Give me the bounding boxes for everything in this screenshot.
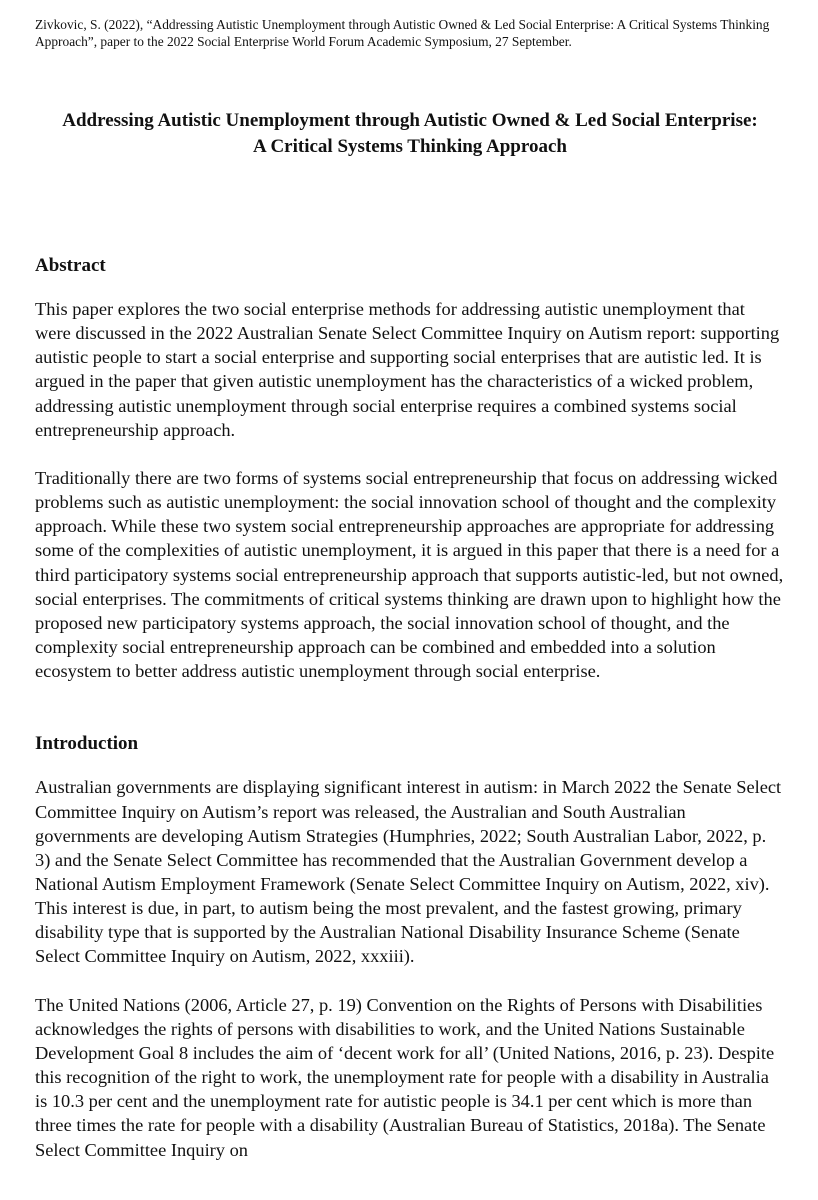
introduction-paragraph-1: Australian governments are displaying significant interest in autism: in March 2022 the Senate Select Committee Inquiry on Autism’s report was released, the Australian and South Australian governments are developing Autism Strategies (Humphries, 2022; South Australian Labor, 2022, p. 3) and the Senate Select Committee has recommended that the Australian Government develop a National Autism Employment Framework (Senate Select Committee Inquiry on Autism, 2022, xiv). This interest is due, in part, to autism being the most prevalent, and the fastest growing, primary disability type that is supported by the Australian National Disability Insurance Scheme (Senate Select Committee Inquiry on Autism, 2022, xxxiii).	[35, 777, 782, 967]
document-page	[35, 16, 785, 1162]
abstract-paragraph-1: This paper explores the two social enterprise methods for addressing autistic unemployment that were discussed in the 2022 Australian Senate Select Committee Inquiry on Autism report: supporting autistic people to start a social enterprise and supporting social enterprises that are autistic led. It is argued in the paper that given autistic unemployment has the characteristics of a wicked problem, addressing autistic unemployment through social enterprise requires a combined systems social entrepreneurship approach.	[35, 299, 780, 440]
introduction-paragraph-2: The United Nations (2006, Article 27, p. 19) Convention on the Rights of Persons with Disabilities acknowledges the rights of persons with disabilities to work, and the United Nations Sustainable Development Goal 8 includes the aim of ‘decent work for all’ (United Nations, 2016, p. 23). Despite this recognition of the right to work, the unemployment rate for people with a disability in Australia is 10.3 per cent and the unemployment rate for autistic people is 34.1 per cent which is more than three times the rate for people with a disability (Australian Bureau of Statistics, 2018a). The Senate Select Committee Inquiry on	[35, 994, 775, 1160]
introduction-heading: Introduction	[35, 733, 139, 755]
paper-title	[35, 108, 785, 160]
paper-title-line-2: A Critical Systems Thinking Approach	[253, 136, 567, 157]
paper-title-line-1: Addressing Autistic Unemployment through Autistic Owned & Led Social Enterprise:	[62, 110, 758, 131]
abstract-paragraph-2: Traditionally there are two forms of systems social entrepreneurship that focus on addressing wicked problems such as autistic unemployment: the social innovation school of thought and the complexity approach. While these two system social entrepreneurship approaches are appropriate for addressing some of the complexities of autistic unemployment, it is argued in this paper that there is a need for a third participatory systems social entrepreneurship approach that supports autistic-led, but not owned, social enterprises. The commitments of critical systems thinking are drawn upon to highlight how the proposed new participatory systems approach, the social innovation school of thought, and the complexity social entrepreneurship approach can be combined and embedded into a solution ecosystem to better address autistic unemployment through social enterprise.	[35, 467, 784, 682]
citation: Zivkovic, S. (2022), “Addressing Autistic Unemployment through Autistic Owned & Led Social Enterprise: A Critical Systems Thinking Approach”, paper to the 2022 Social Enterprise World Forum Academic Symposium, 27 September.	[35, 17, 770, 49]
abstract-heading: Abstract	[35, 255, 106, 276]
